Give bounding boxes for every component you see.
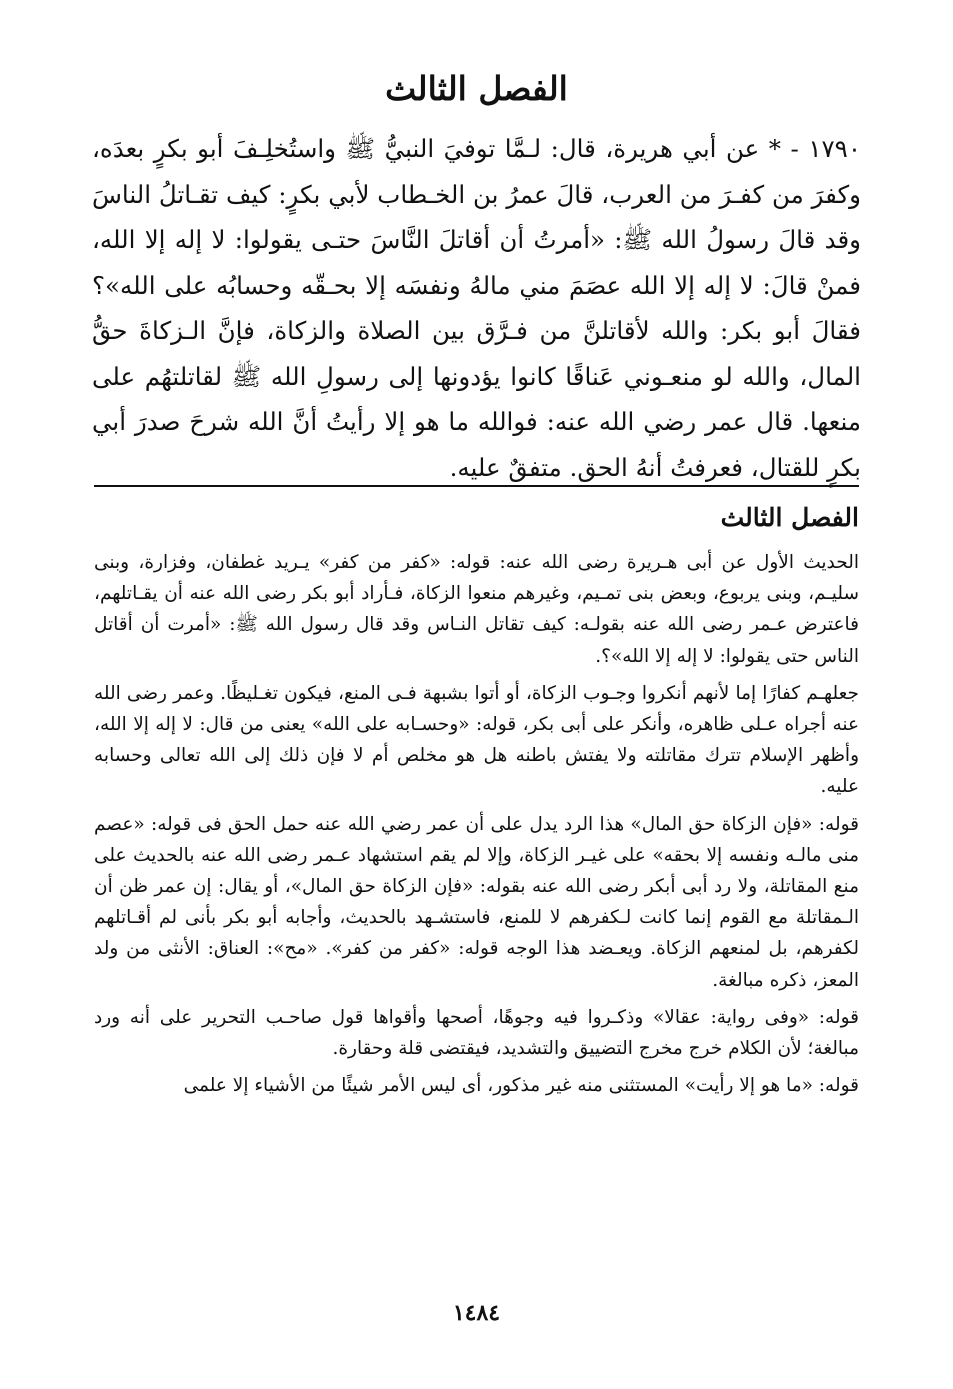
commentary-paragraph: الحديث الأول عن أبى هـريرة رضى الله عنه: قوله: «كفر من كفر» يـريد غطفان، وفزارة، وبنى سليـم، وبنى يربوع، وبعض بنى تمـيم، وغيرهم منعوا الزكاة، فـأراد أبو بكر رضى الله عنه أن يقـاتلهم، فاعترض عـمر رضى الله عنه بقولـه: كيف تقاتل النـاس وقد قال رسول الله ﷺ: «أمرت أن أقاتل الناس حتى يقولوا: لا إله إلا الله»؟.: [94, 552, 859, 667]
chapter-title: الفصل الثالث: [385, 69, 568, 108]
page-number: ١٤٨٤: [452, 1300, 501, 1326]
hadith-text: ١٧٩٠ - * عن أبي هريرة، قال: لـمَّا توفيَ النبيُّ ﷺ واستُخلِـفَ أبو بكرٍ بعدَه، وكفرَ من كفـرَ من العرب، قالَ عمرُ بن الخـطاب لأبي بكرٍ: كيف تقـاتلُ الناسَ وقد قالَ رسولُ الله ﷺ: «أمرتُ أن أقاتلَ النَّاسَ حتـى يقولوا: لا إله إلا الله، فمنْ قالَ: لا إله إلا الله عصَمَ مني مالهُ ونفسَه إلا بحـقّه وحسابُه على الله»؟ فقالَ أبو بكر: والله لأقاتلنَّ من فـرَّق بين الصلاة والزكاة، فإنَّ الـزكاةَ حقُّ المال، والله لو منعـوني عَناقًا كانوا يؤدونها إلى رسولِ الله ﷺ لقاتلتهُم على منعها. قال عمر رضي الله عنه: فوالله ما هو إلا رأيتُ أنَّ الله شرحَ صدرَ أبي بكرٍ للقتال، فعرفتُ أنهُ الحق. متفقٌ عليه.: [92, 134, 861, 482]
commentary-body: [94, 547, 859, 1107]
commentary-title: الفصل الثالث: [720, 503, 859, 532]
commentary-paragraph: قوله: «وفى رواية: عقالا» وذكـروا فيه وجوهًا، أصحها وأقواها قول صاحـب التحرير على أنه ورد مبالغة؛ لأن الكلام خرج مخرج التضييق والتشديد، فيقتضى قلة وحقارة.: [94, 1006, 859, 1060]
section-divider: [94, 485, 859, 487]
commentary-paragraph: قوله: «فإن الزكاة حق المال» هذا الرد يدل على أن عمر رضي الله عنه حمل الحق فى قوله: «عصم منى مالـه ونفسه إلا بحقه» على غيـر الزكاة، وإلا لم يقم استشهاد عـمر رضى الله عنه بالحديث على منع المقاتلة، ولا رد أبى أبكر رضى الله عنه بقوله: «فإن الزكاة حق المال»، أو يقال: إن عمر ظن أن الـمقاتلة مع القوم إنما كانت لـكفرهم لا للمنع، فاستشـهد بالحديث، وأجابه أبو بكر بأنى لم أقـاتلهم لكفرهم، بل لمنعهم الزكاة. ويعـضد هذا الوجه قوله: «كفر من كفر». «مح»: العناق: الأنثى من ولد المعز، ذكره مبالغة.: [94, 813, 859, 991]
commentary-paragraph: جعلهـم كفارًا إما لأنهم أنكروا وجـوب الزكاة، أو أتوا بشبهة فـى المنع، فيكون تغـليظًا. وعمر رضى الله عنه أجراه عـلى ظاهره، وأنكر على أبى بكر، قوله: «وحسـابه على الله» يعنى من قال: لا إله إلا الله، وأظهر الإسلام تترك مقاتلته ولا يفتش باطنه هل هو مخلص أم لا فإن ذلك إلى الله تعالى وحسابه عليه.: [94, 682, 859, 798]
commentary-paragraph: قوله: «ما هو إلا رأيت» المستثنى منه غير مذكور، أى ليس الأمر شيئًا من الأشياء إلا علمى: [183, 1075, 859, 1097]
